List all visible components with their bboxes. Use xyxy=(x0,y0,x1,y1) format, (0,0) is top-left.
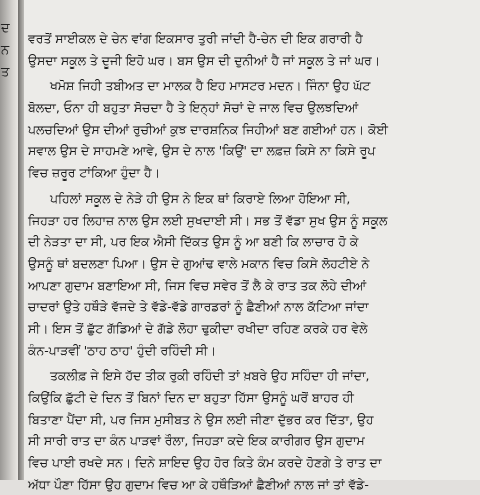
page-text xyxy=(28,28,468,495)
text-line: ਜਿਹੜਾ ਹਰ ਲਿਹਾਜ਼ ਨਾਲ ਉਸ ਲਈ ਸੁਖਦਾਈ ਸੀ। ਸਭ ਤੋਂ ਵੱਡਾ ਸੁਖ ਉਸ ਨੂੰ ਸਕੂਲ xyxy=(28,212,388,228)
text-line: ਕੰਨ-ਪਾੜਵੀਂ 'ਠਾਹ ਠਾਹ' ਹੁੰਦੀ ਰਹਿੰਦੀ ਸੀ। xyxy=(28,342,216,358)
text-line: ਵਿਚ ਪਾਈ ਰਖਦੇ ਸਨ। ਦਿਨੇ ਸ਼ਾਇਦ ਉਹ ਹੋਰ ਕਿਤੇ ਕੰਮ ਕਰਦੇ ਹੋਣਗੇ ਤੇ ਰਾਤ ਦਾ xyxy=(28,455,382,471)
text-line: ਤਕਲੀਫ਼ ਜੇ ਇਸੇ ਹੱਦ ਤੀਕ ਰੁਕੀ ਰਹਿੰਦੀ ਤਾਂ ਖ਼ਬਰੇ ਉਹ ਸਹਿੰਦਾ ਹੀ ਜਾਂਦਾ, xyxy=(50,368,370,384)
text-line: ਚਾਦਰਾਂ ਉਤੇ ਹਥੌੜੇ ਵੱਜਦੇ ਤੇ ਵੱਡੇ-ਵੱਡੇ ਗਾਰਡਰਾਂ ਨੂੰ ਛੈਣੀਆਂ ਨਾਲ ਕੱਟਿਆ ਜਾਂਦਾ xyxy=(28,299,369,315)
text-line: ਦੀ ਨੇੜਤਾ ਦਾ ਸੀ, ਪਰ ਇਕ ਐਸੀ ਦਿੱਕਤ ਉਸ ਨੂੰ ਆ ਬਣੀ ਕਿ ਲਾਚਾਰ ਹੋ ਕੇ xyxy=(28,234,359,250)
text-line: ਆਪਣਾ ਗੁਦਾਮ ਬਣਾਇਆ ਸੀ, ਜਿਸ ਵਿਚ ਸਵੇਰ ਤੋਂ ਲੈ ਕੇ ਰਾਤ ਤਕ ਲੋਹੇ ਦੀਆਂ xyxy=(28,277,367,293)
text-line: ਵਰਤੋਂ ਸਾਈਕਲ ਦੇ ਚੇਨ ਵਾਂਗ ਇਕਸਾਰ ਤੁਰੀ ਜਾਂਦੀ ਹੈ-ਚੇਨ ਦੀ ਇਕ ਗਰਾਰੀ ਹੈ xyxy=(28,31,363,46)
text-line: ਉਸਦਾ ਸਕੂਲ ਤੇ ਦੂਜੀ ਇਹੋ ਘਰ। ਬਸ ਉਸ ਦੀ ਦੁਨੀਆਂ ਹੈ ਜਾਂ ਸਕੂਲ ਤੇ ਜਾਂ ਘਰ। xyxy=(28,52,381,68)
left-page-fragment: ਦ xyxy=(1,21,10,36)
text-line: ਅੱਧਾ ਪੌਣਾ ਹਿੱਸਾ ਉਹ ਗੁਦਾਮ ਵਿਚ ਆ ਕੇ ਹਥੌੜਿਆਂ ਛੈਣੀਆਂ ਨਾਲ ਜਾਂ ਤਾਂ ਵੱਡੇ- xyxy=(28,476,369,492)
text-line: ਕਿਉਂਕਿ ਛੁੱਟੀ ਦੇ ਦਿਨ ਤੋਂ ਬਿਨਾਂ ਦਿਨ ਦਾ ਬਹੁਤਾ ਹਿੱਸਾ ਉਸਨੂੰ ਘਰੋਂ ਬਾਹਰ ਹੀ xyxy=(28,390,354,405)
text-line: ਖਮੋਸ਼ ਜਿਹੀ ਤਬੀਅਤ ਦਾ ਮਾਲਕ ਹੈ ਇਹ ਮਾਸਟਰ ਮਦਨ। ਜਿੰਨਾ ਉਹ ਘੱਟ xyxy=(50,78,371,94)
text-line: ਉਸਨੂੰ ਥਾਂ ਬਦਲਣਾ ਪਿਆ। ਉਸ ਦੇ ਗੁਆਂਢ ਵਾਲੇ ਮਕਾਨ ਵਿਚ ਕਿਸੇ ਲੋਹਟੀਏ ਨੇ xyxy=(28,255,370,271)
text-line: ਸੀ ਸਾਰੀ ਰਾਤ ਦਾ ਕੰਨ ਪਾੜਵਾਂ ਰੌਲਾ, ਜਿਹੜਾ ਕਦੇ ਇਕ ਕਾਰੀਗਰ ਉਸ ਗੁਦਾਮ xyxy=(28,433,365,449)
left-page-edge xyxy=(0,0,18,480)
left-page-fragment: ਨ xyxy=(1,43,10,58)
text-line: ਪਹਿਲਾਂ ਸਕੂਲ ਦੇ ਨੇੜੇ ਹੀ ਉਸ ਨੇ ਇਕ ਥਾਂ ਕਿਰਾਏ ਲਿਆ ਹੋਇਆ ਸੀ, xyxy=(50,190,351,206)
text-line: ਸਵਾਲ ਉਸ ਦੇ ਸਾਹਮਣੇ ਆਵੇ, ਉਸ ਦੇ ਨਾਲ 'ਕਿਉਂ' ਦਾ ਲਫ਼ਜ਼ ਕਿਸੇ ਨਾ ਕਿਸੇ ਰੂਪ xyxy=(28,143,376,159)
text-line: ਪਲਚਦਿਆਂ ਉਸ ਦੀਆਂ ਰੁਚੀਆਂ ਕੁਝ ਦਾਰਸ਼ਨਿਕ ਜਿਹੀਆਂ ਬਣ ਗਈਆਂ ਹਨ। ਕੋਈ xyxy=(28,121,388,137)
text-line: ਬੋਲਦਾ, ਓਨਾ ਹੀ ਬਹੁਤਾ ਸੋਚਦਾ ਹੈ ਤੇ ਇਨ੍ਹਾਂ ਸੋਚਾਂ ਦੇ ਜਾਲ ਵਿਚ ਉਲਝਦਿਆਂ xyxy=(28,100,359,116)
text-line: ਵਿਚ ਜ਼ਰੂਰ ਟਾਂਕਿਆ ਹੁੰਦਾ ਹੈ। xyxy=(28,165,160,181)
left-page-fragment: ਤ xyxy=(1,65,10,80)
text-line: ਬਿਤਾਣਾ ਪੈਂਦਾ ਸੀ, ਪਰ ਜਿਸ ਮੁਸੀਬਤ ਨੇ ਉਸ ਲਈ ਜੀਣਾ ਦੁੱਭਰ ਕਰ ਦਿੱਤਾ, ਉਹ xyxy=(28,411,374,427)
text-line: ਸੀ। ਇਸ ਤੋਂ ਛੁੱਟ ਗੱਡਿਆਂ ਦੇ ਗੱਡੇ ਲੋਹਾ ਢੁਕੀਦਾ ਰਖੀਦਾ ਰਹਿਣ ਕਰਕੇ ਹਰ ਵੇਲੇ xyxy=(28,320,368,336)
